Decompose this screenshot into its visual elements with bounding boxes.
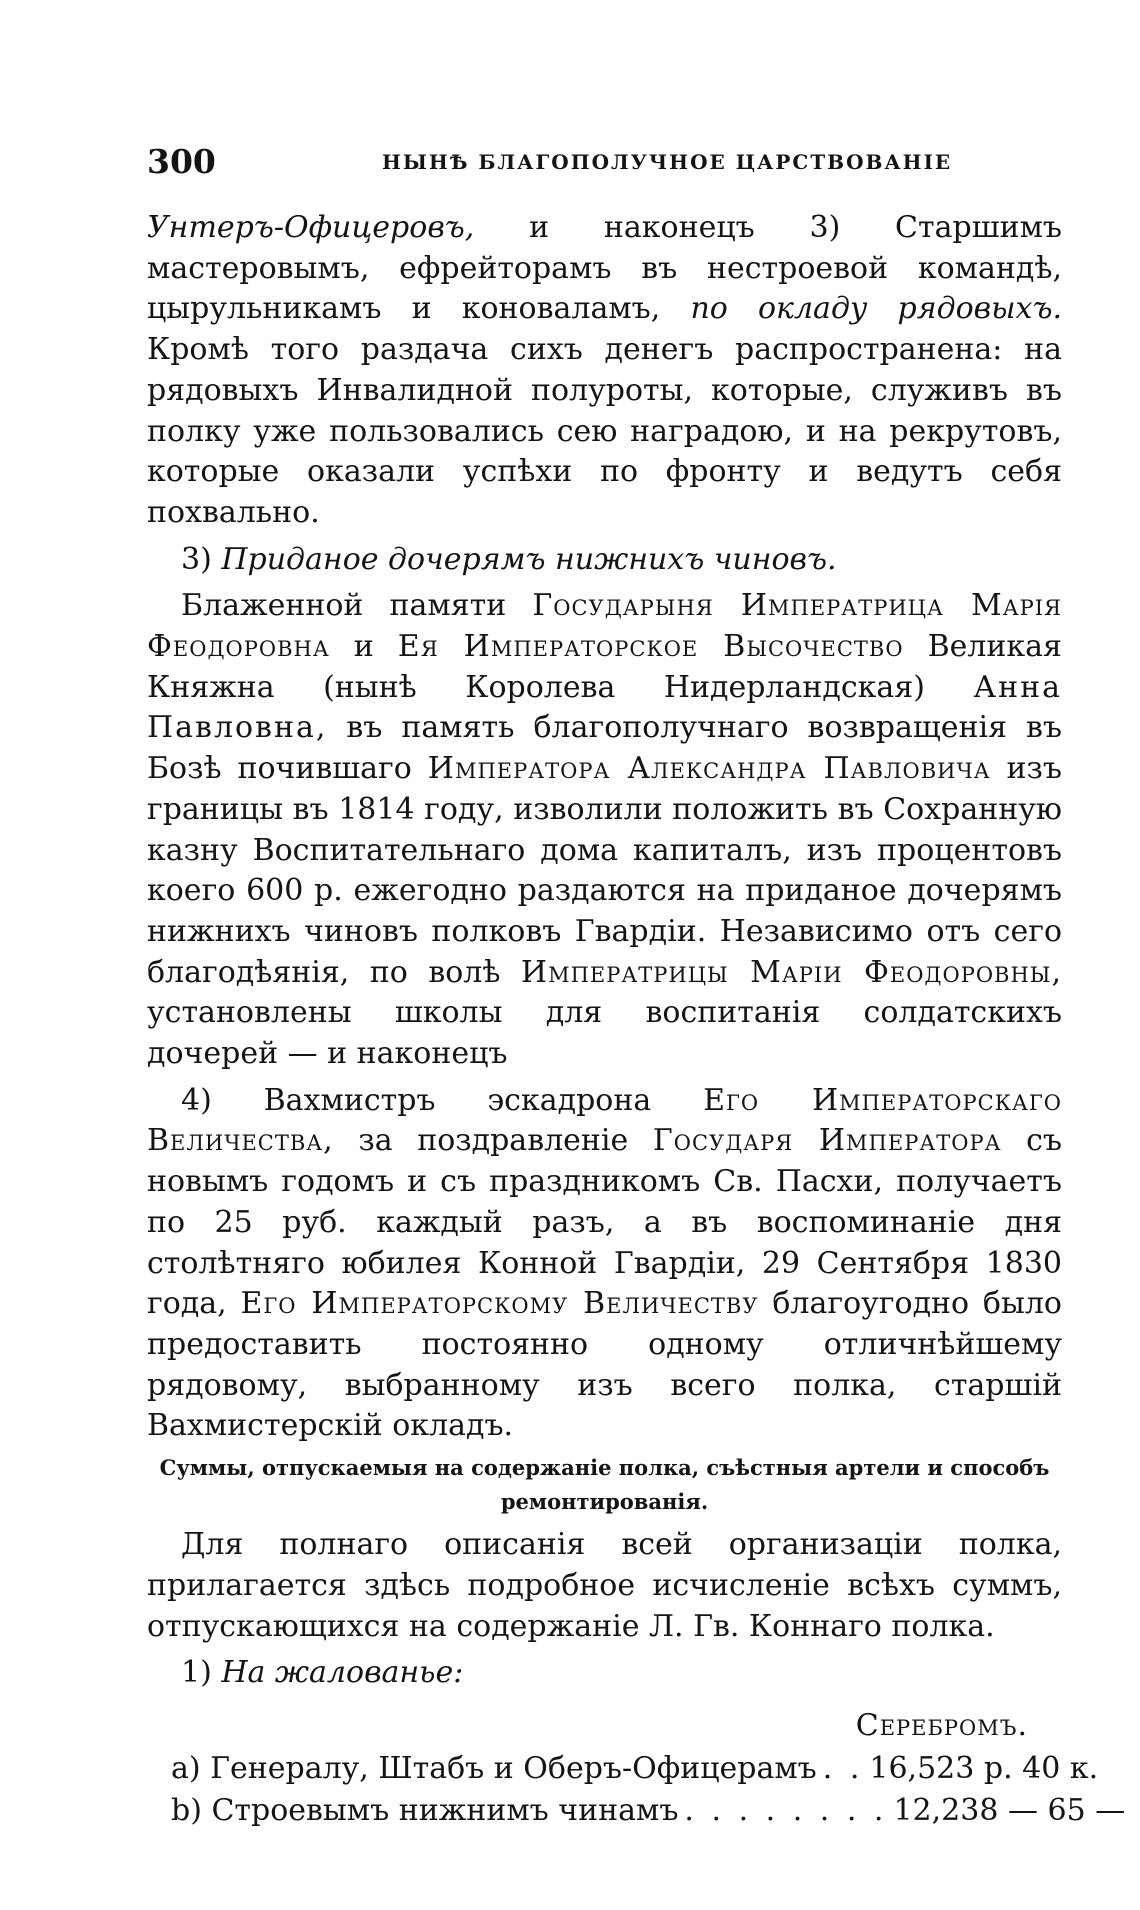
- text-span: Его Императорскому Величеству: [240, 1286, 759, 1322]
- running-title: НЫНѢ БЛАГОПОЛУЧНОЕ ЦАРСТВОВАНІЕ: [382, 150, 953, 174]
- text-span: по окладу рядовыхъ.: [690, 291, 1062, 327]
- section-title: На жалованье:: [221, 1655, 464, 1691]
- row-label: b) Строевымъ нижнимъ чинамъ: [171, 1793, 679, 1829]
- section-subheading: [147, 1451, 1062, 1519]
- row-amount: 12,238 — 65 —: [893, 1793, 1126, 1829]
- text-span: 4) Вахмистръ эскадрона: [181, 1082, 704, 1118]
- section-heading-dowry: [147, 540, 1062, 581]
- row-label: a) Генералу, Штабъ и Оберъ-Офицерамъ: [171, 1750, 817, 1786]
- text-span: Кромѣ того раздача сихъ денегъ распространена: на рядовыхъ Инвалидной полуроты, которые, служивъ въ полку уже пользовались сею наградою, и на рекрутовъ, которые оказали успѣхи по фронту и ведутъ себя похвально.: [147, 332, 1062, 530]
- dot-leader: . .: [822, 1750, 864, 1786]
- text-span: Унтеръ-Офицеровъ,: [147, 210, 475, 245]
- section-heading-salary: [147, 1653, 1062, 1694]
- text-span: съ новымъ годомъ и съ праздникомъ Св. Пасхи, получаетъ по 25 руб. каждый разъ, а въ воспоминаніе дня столѣтняго юбилея Конной Гвардіи, 29 Сентября 1830 года,: [147, 1123, 1062, 1322]
- text-span: за поздравленіе: [333, 1123, 653, 1159]
- paragraph-continuation: [147, 208, 1062, 534]
- text-span: Государя Императора: [652, 1123, 1002, 1159]
- text-span: Его Императорскаго Величества,: [147, 1082, 1062, 1159]
- text-span: Ея Императорское Высочество: [397, 629, 904, 665]
- text-span: Государыня Императрица Марія Феодоровна: [147, 588, 1062, 665]
- currency-label: Серебромъ.: [855, 1707, 1028, 1743]
- text-span: Императрицы Маріи Феодоровны,: [520, 954, 1063, 990]
- text-span: Блаженной памяти: [181, 588, 507, 624]
- row-amount: 16,523 р. 40 к.: [869, 1750, 1099, 1786]
- text-span: благоугодно было предоставить постоянно одному отличнѣйшему рядовому, выбранному изъ всего полка, старшій Вахмистерскій окладъ.: [147, 1286, 1062, 1444]
- subheading-line: ремонтированія.: [500, 1489, 709, 1515]
- text-span: и наконецъ 3) Старшимъ мастеровымъ, ефрейторамъ въ нестроевой командѣ, цырульникамъ и коноваламъ,: [147, 210, 1062, 327]
- dot-leader: . . . . . . . .: [684, 1793, 888, 1829]
- page-header: [147, 142, 1062, 182]
- text-span: въ память благополучнаго возвращенія въ Бозѣ почившаго: [147, 710, 1062, 787]
- section-number: 3): [181, 541, 212, 577]
- salary-row: [147, 1749, 1099, 1790]
- paragraph-sergeant: [147, 1081, 1062, 1447]
- text-span: Великая Княжна (нынѣ Королева Нидерландская): [147, 629, 1062, 705]
- text-span: и: [329, 629, 398, 665]
- page-number: 300: [147, 142, 216, 181]
- text-span: Анна Павловна,: [147, 669, 1062, 746]
- section-title: Приданое дочерямъ нижнихъ чиновъ.: [221, 541, 837, 577]
- text-span: Императора Александра Павловича: [427, 751, 991, 787]
- paragraph-sums-intro: Для полнаго описанія всей организаціи полка, прилагается здѣсь подробное исчисленіе всѣхъ суммъ, отпускающихся на содержаніе Л. Гв. Коннаго полка.: [147, 1527, 1062, 1644]
- section-number: 1): [181, 1655, 212, 1691]
- subheading-line: Суммы, отпускаемыя на содержаніе полка, съѣстныя артели и способъ: [159, 1455, 1050, 1481]
- body-text: [147, 208, 1126, 1834]
- text-span: установлены школы для воспитанія солдатскихъ дочерей — и наконецъ: [147, 995, 1062, 1072]
- text-span: изъ границы въ 1814 году, изволили положить въ Сохранную казну Воспитательнаго дома капиталъ, изъ процентовъ коего 600 р. ежегодно раздаются на приданое дочерямъ нижнихъ чиновъ полковъ Гвардіи. Независимо отъ сего благодѣянія, по волѣ: [147, 751, 1062, 990]
- paragraph-dowry: [147, 586, 1062, 1074]
- salary-row: [147, 1791, 1126, 1832]
